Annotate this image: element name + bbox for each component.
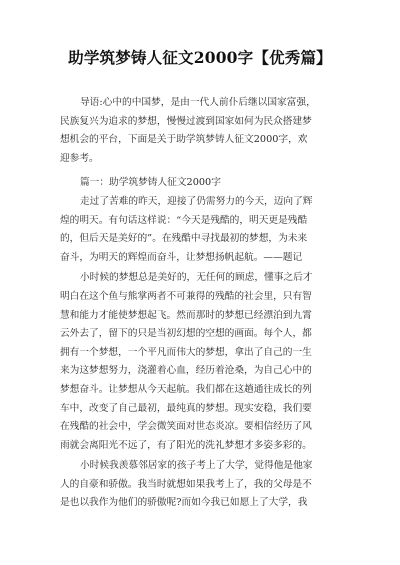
paragraph-line: 是也以我作为他们的骄傲呢?而如今我已如愿上了大学，我: [60, 497, 308, 509]
paragraph-line: 云外去了，留下的只是当初幻想的空想的画面。每个人，都: [60, 328, 312, 340]
intro-line: 想机会的平台，下面是关于助学筑梦铸人征文2000字，欢: [60, 134, 308, 146]
paragraph-line: 在残酷的社会中，学会微笑面对世态炎凉。要相信经历了风: [60, 421, 312, 433]
intro-line: 导语:心中的中国梦，是由一代人前仆后继以国家富强，: [80, 97, 316, 108]
intro-paragraph: [60, 94, 356, 168]
paragraph-line: 慧和能力才能使梦想起飞。然而那时的梦想已经漂泊到九霄: [60, 309, 312, 321]
paragraph-line: 来为这梦想努力，浇灌着心血，经历着沧桑，为自己心中的: [60, 365, 312, 377]
paragraph-line: 梦想奋斗。让梦想从今天起航。我们都在这趟通往成长的列: [60, 383, 312, 395]
section-subtitle-block: [60, 174, 356, 193]
intro-line: 民族复兴为追求的梦想，慢慢过渡到国家如何为民众搭建梦: [60, 115, 312, 127]
document-body: [60, 94, 356, 513]
intro-line: 迎参考。: [60, 152, 99, 164]
document-title: 助学筑梦铸人征文2000字【优秀篇】: [68, 48, 332, 67]
paragraph-line: 拥有一个梦想，一个平凡而伟大的梦想，拿出了自己的一生: [60, 346, 312, 358]
paragraph-3: [60, 457, 356, 513]
paragraph-line: 明白在这个鱼与熊掌两者不可兼得的残酷的社会里，只有智: [60, 290, 312, 302]
paragraph-line: 煌的明天。有句话这样说：“今天是残酷的，明天更是残酷: [60, 214, 308, 226]
paragraph-line: 小时候我羡慕邻居家的孩子考上了大学，觉得他是他家: [80, 460, 313, 472]
paragraph-line: 小时候的梦想总是美好的，无任何的顾虑，懂事之后才: [80, 272, 313, 284]
paragraph-2: [60, 269, 356, 455]
paragraph-line: 奋斗，为明天的辉煌而奋斗，让梦想扬帆起航。——题记: [60, 251, 303, 263]
section-subtitle: 篇一：助学筑梦铸人征文2000字: [80, 177, 221, 189]
paragraph-line: 的，但后天是美好的”。在残酷中寻找最初的梦想，为未来: [60, 233, 308, 245]
paragraph-line: 雨就会离阳光不远了，有了阳光的洗礼梦想才多姿多彩的。: [60, 439, 312, 451]
paragraph-line: 走过了苦难的昨天，迎接了仍需努力的今天，迈向了辉: [80, 195, 313, 207]
paragraph-line: 车中，改变了自己最初，最纯真的梦想。现实安稳，我们要: [60, 402, 312, 414]
paragraph-line: 人的自豪和骄傲。我当时就想如果我考上了，我的父母是不: [60, 478, 312, 490]
paragraph-1: [60, 193, 356, 267]
